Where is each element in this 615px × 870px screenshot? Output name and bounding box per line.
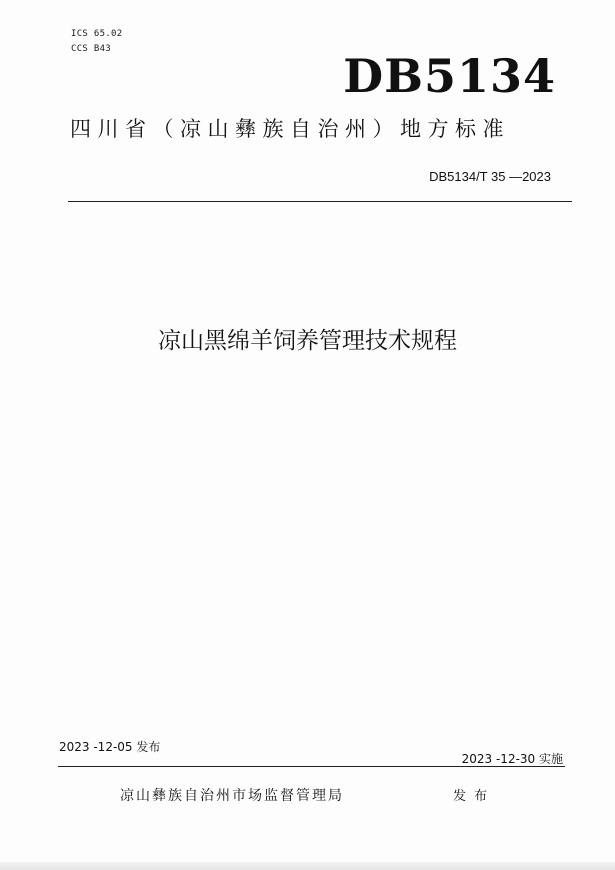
standard-type-heading: 四川省（凉山彝族自治州）地方标准 (70, 117, 510, 141)
issuing-authority: 凉山彝族自治州市场监督管理局 (120, 788, 344, 804)
bottom-divider (58, 766, 565, 767)
effective-date: 2023 -12-30 实施 (461, 752, 563, 766)
standard-code-mark: DB5134 (343, 49, 556, 103)
issuing-action: 发布 (453, 789, 496, 804)
ics-code: ICS 65.02 (71, 29, 123, 39)
release-date: 2023 -12-05 发布 (59, 740, 161, 754)
scan-edge (0, 862, 615, 870)
standard-number: DB5134/T 35 —2023 (429, 169, 551, 184)
document-title: 凉山黑绵羊饲养管理技术规程 (158, 328, 457, 354)
top-divider (68, 201, 572, 202)
ccs-code: CCS B43 (71, 44, 112, 54)
